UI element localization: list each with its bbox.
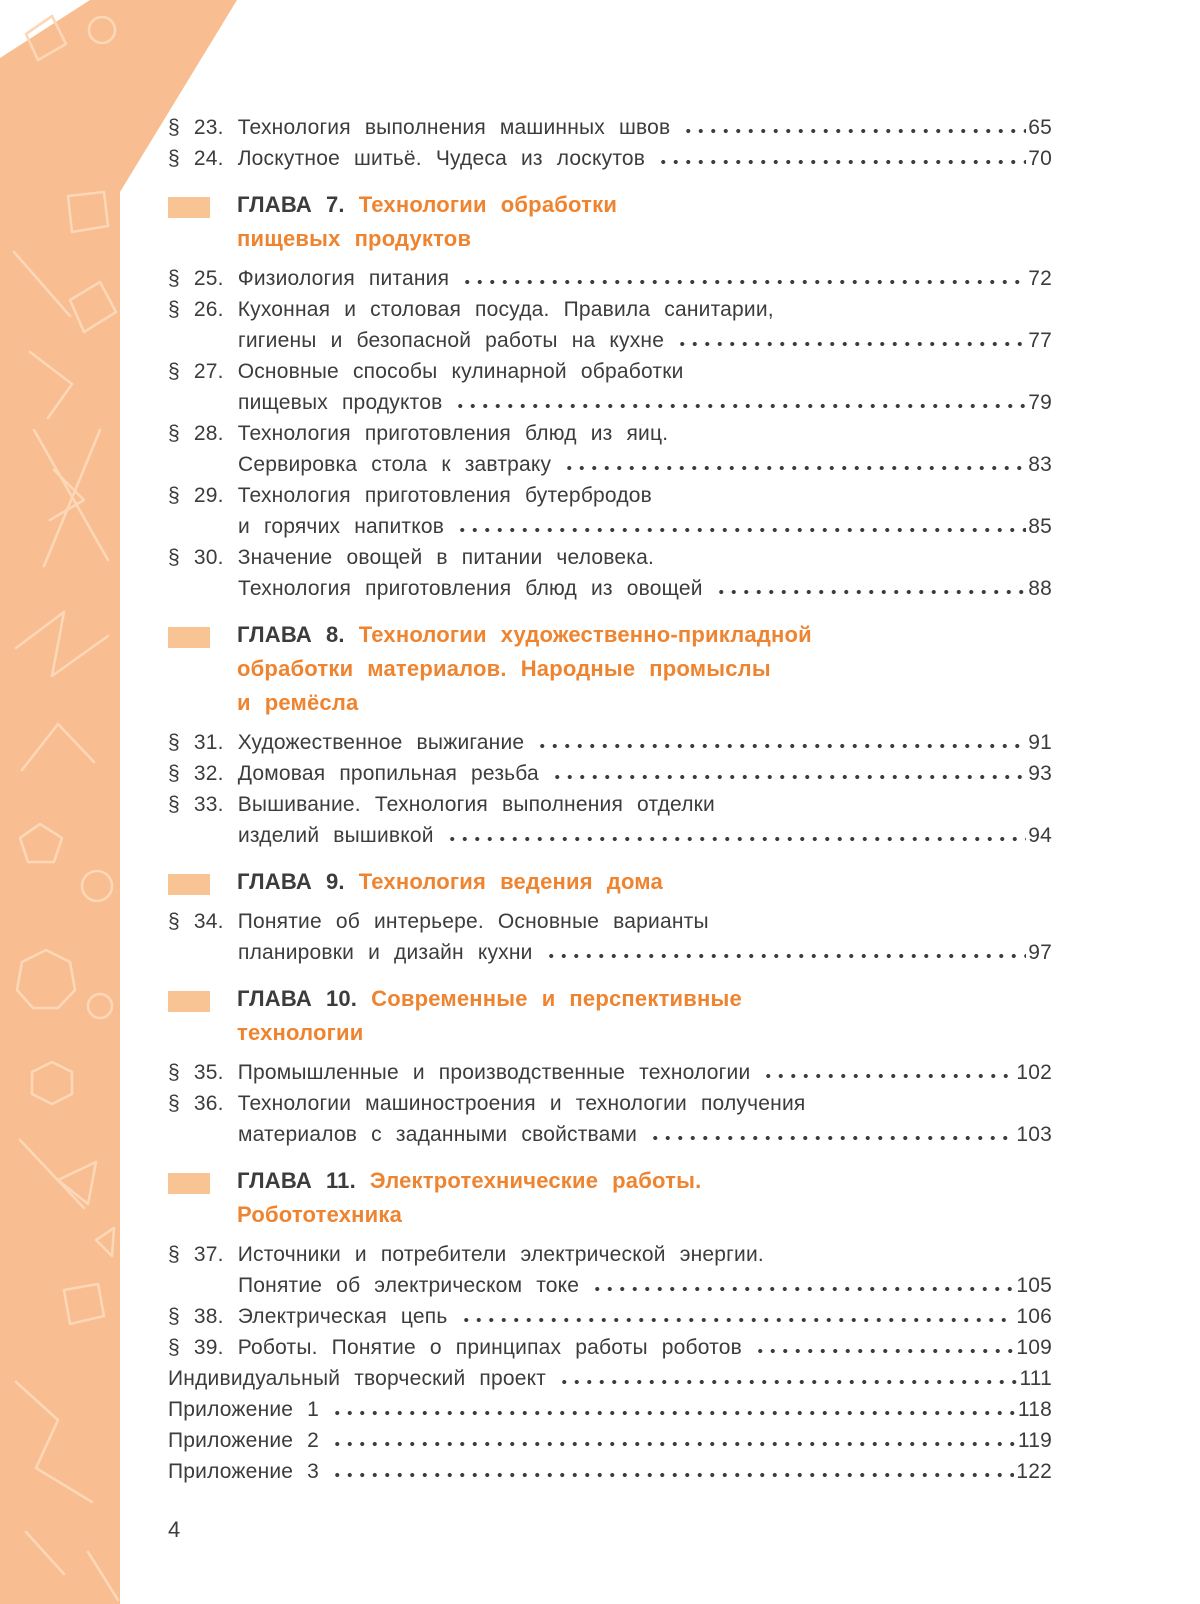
entry-page-number: 119 bbox=[1017, 1429, 1052, 1452]
toc-entry bbox=[168, 1332, 1052, 1363]
toc-chapter bbox=[168, 865, 1052, 899]
toc-entry-line bbox=[168, 573, 1052, 604]
toc-entry bbox=[168, 906, 1052, 968]
toc-entry-line bbox=[168, 325, 1052, 356]
entry-title: § 23. Технология выполнения машинных швов bbox=[168, 116, 671, 139]
entry-page-number: 83 bbox=[1028, 453, 1052, 476]
chapter-title: Технологии художественно-прикладной bbox=[358, 622, 812, 647]
entry-page-number: 65 bbox=[1028, 116, 1052, 139]
toc-entry bbox=[168, 356, 1052, 418]
toc-entry bbox=[168, 1394, 1052, 1425]
chapter-number: ГЛАВА 11. bbox=[237, 1168, 370, 1193]
toc-entry bbox=[168, 112, 1052, 143]
entry-page-number: 79 bbox=[1028, 391, 1052, 414]
page-number: 4 bbox=[168, 1517, 181, 1542]
toc-entry-line bbox=[168, 906, 1052, 937]
toc-entry bbox=[168, 1239, 1052, 1301]
entry-page-number: 85 bbox=[1028, 515, 1052, 538]
entry-title: § 34. Понятие об интерьере. Основные варианты bbox=[168, 910, 709, 933]
chapter-marker-icon bbox=[168, 991, 210, 1012]
toc-chapter bbox=[168, 188, 1052, 256]
dot-leader bbox=[536, 743, 1026, 749]
toc-entry-line bbox=[168, 937, 1052, 968]
dot-leader bbox=[649, 1135, 1014, 1141]
entry-title: Приложение 1 bbox=[168, 1398, 320, 1421]
toc-entry bbox=[168, 1363, 1052, 1394]
dot-leader bbox=[754, 1348, 1014, 1354]
toc-entry-line bbox=[168, 727, 1052, 758]
entry-title: § 27. Основные способы кулинарной обработки bbox=[168, 360, 684, 383]
entry-title: § 35. Промышленные и производственные технологии bbox=[168, 1061, 751, 1084]
toc-entry-line bbox=[168, 1301, 1052, 1332]
chapter-title: Робототехника bbox=[237, 1202, 403, 1227]
toc-entry-line bbox=[168, 1363, 1052, 1394]
dot-leader bbox=[551, 774, 1026, 780]
toc-entry-line bbox=[168, 1456, 1052, 1487]
chapter-heading bbox=[237, 1164, 701, 1232]
entry-page-number: 91 bbox=[1028, 731, 1052, 754]
entry-page-number: 118 bbox=[1017, 1398, 1052, 1421]
toc-entry-line bbox=[168, 1270, 1052, 1301]
entry-title: § 37. Источники и потребители электрической энергии. bbox=[168, 1243, 764, 1266]
chapter-title: и ремёсла bbox=[237, 690, 359, 715]
entry-page-number: 106 bbox=[1016, 1305, 1052, 1328]
entry-page-number: 77 bbox=[1028, 329, 1052, 352]
chapter-title: пищевых продуктов bbox=[237, 226, 472, 251]
entry-title: § 39. Роботы. Понятие о принципах работы роботов bbox=[168, 1336, 743, 1359]
dot-leader bbox=[591, 1286, 1014, 1292]
entry-page-number: 93 bbox=[1028, 762, 1052, 785]
entry-title: пищевых продуктов bbox=[238, 391, 443, 414]
chapter-heading bbox=[237, 982, 742, 1050]
chapter-heading bbox=[237, 188, 617, 256]
toc-entry bbox=[168, 1088, 1052, 1150]
toc-entry bbox=[168, 789, 1052, 851]
entry-title: § 38. Электрическая цепь bbox=[168, 1305, 448, 1328]
dot-leader bbox=[676, 341, 1026, 347]
toc-entry-line bbox=[168, 1425, 1052, 1456]
table-of-contents bbox=[168, 112, 1052, 1543]
dot-leader bbox=[460, 1317, 1015, 1323]
entry-title: Индивидуальный творческий проект bbox=[168, 1367, 547, 1390]
dot-leader bbox=[545, 953, 1027, 959]
entry-page-number: 72 bbox=[1028, 267, 1052, 290]
chapter-marker-icon bbox=[168, 874, 210, 895]
toc-entry bbox=[168, 727, 1052, 758]
toc-chapter bbox=[168, 1164, 1052, 1232]
entry-page-number: 88 bbox=[1028, 577, 1052, 600]
entry-title: § 30. Значение овощей в питании человека. bbox=[168, 546, 655, 569]
entry-title: § 28. Технология приготовления блюд из яиц. bbox=[168, 422, 669, 445]
toc-entry-line bbox=[168, 418, 1052, 449]
toc-list bbox=[168, 112, 1052, 1487]
toc-entry bbox=[168, 758, 1052, 789]
entry-title: изделий вышивкой bbox=[238, 824, 434, 847]
toc-entry bbox=[168, 143, 1052, 174]
toc-entry-line bbox=[168, 294, 1052, 325]
entry-title: § 32. Домовая пропильная резьба bbox=[168, 762, 539, 785]
entry-title: § 29. Технология приготовления бутербродов bbox=[168, 484, 653, 507]
entry-title: Технология приготовления блюд из овощей bbox=[238, 577, 703, 600]
chapter-title: Технология ведения дома bbox=[358, 869, 663, 894]
toc-entry-line bbox=[168, 820, 1052, 851]
toc-entry-line bbox=[168, 511, 1052, 542]
toc-entry-line bbox=[168, 480, 1052, 511]
chapter-marker-icon bbox=[168, 197, 210, 218]
dot-leader bbox=[446, 836, 1027, 842]
entry-page-number: 111 bbox=[1019, 1367, 1052, 1390]
dot-leader bbox=[657, 159, 1026, 165]
toc-entry-line bbox=[168, 1394, 1052, 1425]
toc-entry bbox=[168, 542, 1052, 604]
toc-entry bbox=[168, 480, 1052, 542]
entry-title: § 26. Кухонная и столовая посуда. Правила санитарии, bbox=[168, 298, 774, 321]
dot-leader bbox=[454, 403, 1026, 409]
entry-title: планировки и дизайн кухни bbox=[238, 941, 533, 964]
toc-entry-line bbox=[168, 542, 1052, 573]
toc-entry-line bbox=[168, 263, 1052, 294]
dot-leader bbox=[456, 527, 1026, 533]
entry-title: § 24. Лоскутное шитьё. Чудеса из лоскутов bbox=[168, 147, 646, 170]
entry-title: Приложение 2 bbox=[168, 1429, 320, 1452]
entry-page-number: 103 bbox=[1016, 1123, 1052, 1146]
entry-title: § 33. Вышивание. Технология выполнения отделки bbox=[168, 793, 715, 816]
entry-page-number: 102 bbox=[1016, 1061, 1052, 1084]
chapter-title: технологии bbox=[237, 1020, 364, 1045]
toc-entry bbox=[168, 263, 1052, 294]
toc-entry-line bbox=[168, 387, 1052, 418]
toc-entry-line bbox=[168, 1057, 1052, 1088]
entry-title: § 31. Художественное выжигание bbox=[168, 731, 525, 754]
toc-entry-line bbox=[168, 112, 1052, 143]
dot-leader bbox=[563, 465, 1026, 471]
toc-chapter bbox=[168, 982, 1052, 1050]
toc-entry-line bbox=[168, 1239, 1052, 1270]
toc-entry-line bbox=[168, 356, 1052, 387]
dot-leader bbox=[331, 1410, 1016, 1416]
toc-entry-line bbox=[168, 1088, 1052, 1119]
toc-chapter bbox=[168, 618, 1052, 720]
entry-title: гигиены и безопасной работы на кухне bbox=[238, 329, 665, 352]
toc-entry bbox=[168, 1057, 1052, 1088]
entry-page-number: 70 bbox=[1028, 147, 1052, 170]
entry-page-number: 105 bbox=[1016, 1274, 1052, 1297]
toc-entry-line bbox=[168, 1119, 1052, 1150]
chapter-heading bbox=[237, 865, 663, 899]
chapter-title: Электротехнические работы. bbox=[369, 1168, 702, 1193]
entry-title: материалов с заданными свойствами bbox=[238, 1123, 638, 1146]
dot-leader bbox=[682, 128, 1026, 134]
toc-entry-line bbox=[168, 449, 1052, 480]
chapter-number: ГЛАВА 9. bbox=[237, 869, 359, 894]
toc-entry-line bbox=[168, 1332, 1052, 1363]
toc-entry bbox=[168, 1456, 1052, 1487]
chapter-number: ГЛАВА 8. bbox=[237, 622, 359, 647]
entry-page-number: 109 bbox=[1016, 1336, 1052, 1359]
chapter-number: ГЛАВА 7. bbox=[237, 192, 359, 217]
dot-leader bbox=[461, 279, 1026, 285]
toc-entry-line bbox=[168, 758, 1052, 789]
toc-entry-line bbox=[168, 789, 1052, 820]
dot-leader bbox=[331, 1472, 1014, 1478]
toc-entry bbox=[168, 294, 1052, 356]
chapter-number: ГЛАВА 10. bbox=[237, 986, 372, 1011]
entry-title: и горячих напитков bbox=[238, 515, 445, 538]
dot-leader bbox=[762, 1073, 1014, 1079]
entry-page-number: 97 bbox=[1028, 941, 1052, 964]
chapter-title: Технологии обработки bbox=[358, 192, 618, 217]
chapter-marker-icon bbox=[168, 1173, 210, 1194]
toc-entry-line bbox=[168, 143, 1052, 174]
entry-page-number: 94 bbox=[1028, 824, 1052, 847]
toc-entry bbox=[168, 1425, 1052, 1456]
dot-leader bbox=[331, 1441, 1016, 1447]
dot-leader bbox=[558, 1379, 1017, 1385]
chapter-title: обработки материалов. Народные промыслы bbox=[237, 656, 771, 681]
entry-title: Приложение 3 bbox=[168, 1460, 320, 1483]
chapter-heading bbox=[237, 618, 812, 720]
dot-leader bbox=[715, 589, 1027, 595]
chapter-marker-icon bbox=[168, 627, 210, 648]
entry-title: Понятие об электрическом токе bbox=[238, 1274, 580, 1297]
entry-title: Сервировка стола к завтраку bbox=[238, 453, 552, 476]
chapter-title: Современные и перспективные bbox=[371, 986, 742, 1011]
toc-entry bbox=[168, 418, 1052, 480]
toc-entry bbox=[168, 1301, 1052, 1332]
entry-page-number: 122 bbox=[1016, 1460, 1052, 1483]
entry-title: § 36. Технологии машиностроения и технологии получения bbox=[168, 1092, 806, 1115]
entry-title: § 25. Физиология питания bbox=[168, 267, 450, 290]
